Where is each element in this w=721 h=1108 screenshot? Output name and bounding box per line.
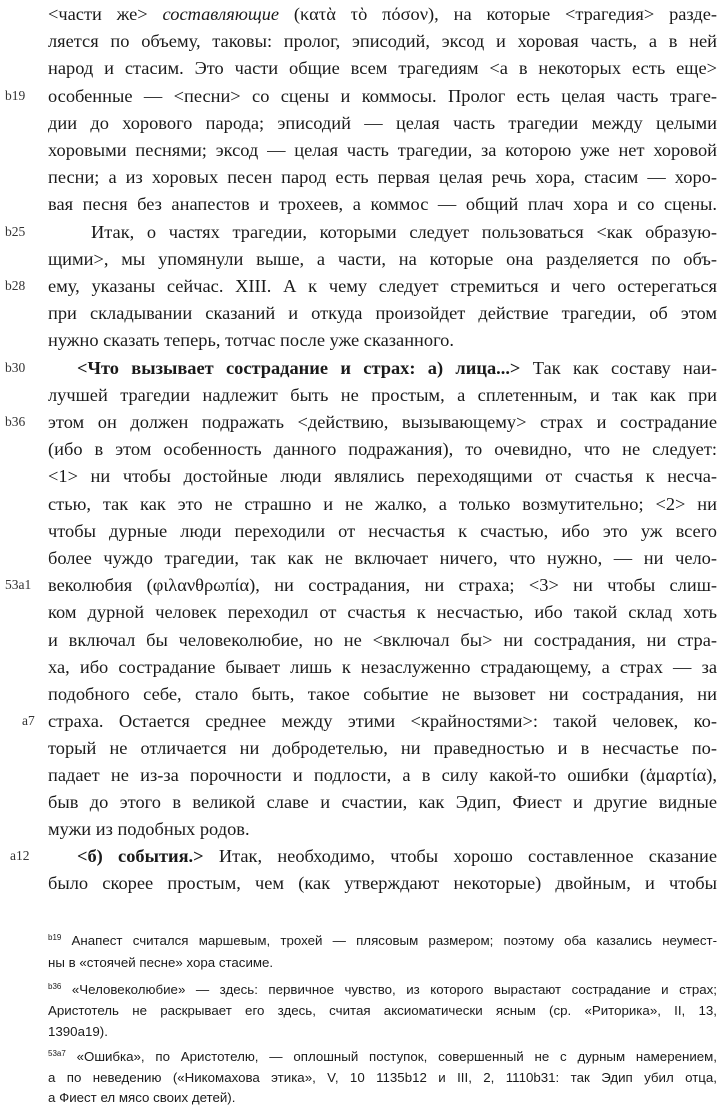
text-line: было скорее простым, чем (как утверждают некоторые) двойным, и чтобы <box>48 873 717 893</box>
footnote-ref: 53a7 <box>48 1049 66 1058</box>
text-line: подобного себе, стало быть, такое событие не вызовет ни сострадания, ни <box>48 684 717 704</box>
margin-ref: b30 <box>5 360 26 375</box>
footnote-line: $^{b19}$ Анапест считался маршевым, трохей — плясовым размером; поэтому оба казались неумест- <box>48 933 717 948</box>
text-line: (ибо в этом особенность данного подражания), то очевидно, что не следует: <box>48 439 717 459</box>
text-line: песни; а из хоровых песен парод есть первая целая речь хора, стасим — хоро- <box>48 167 717 187</box>
margin-ref: b28 <box>5 278 26 293</box>
margin-ref: a12 <box>10 848 30 863</box>
text-line: особенные — <песни> со сцены и коммосы. Пролог есть целая часть траге- <box>48 86 717 106</box>
text-line: ком дурной человек переходил от счастья к несчастью, ибо такой склад хоть <box>48 602 717 622</box>
text-line: более чуждо трагедии, так как не включает ничего, что нужно, — ни чело- <box>48 548 717 568</box>
section-heading: <Что вызывает сострадание и страх: а) лица...> <box>77 358 521 378</box>
text-line: быв до этого в великой славе и счастии, как Эдип, Фиест и другие видные <box>48 792 717 812</box>
text-line: ха, ибо сострадание бывает лишь к незаслуженно страдающему, а страх — за <box>48 657 717 677</box>
text-line: народ и стасим. Это части общие всем трагедиям <а в некоторых есть еще> <box>48 58 717 78</box>
footnote-line: Аристотель не раскрывает его здесь, считая аксиоматически ясным (ср. «Риторика», II, 13, <box>48 1003 717 1018</box>
footnote-line: а по неведению («Никомахова этика», V, 10 1135b12 и III, 2, 1110b31: так Эдип убил отца, <box>48 1070 717 1085</box>
text-line: ляется по объему, таковы: пролог, эписодий, эксод и хоровая часть, а в ней <box>48 31 717 51</box>
margin-ref: b36 <box>5 414 26 429</box>
text-line: мужи из подобных родов. <box>48 819 250 839</box>
footnote-line: 1390a19). <box>48 1024 108 1039</box>
text-line: <Что вызывает сострадание и страх: а) лица...> Так как составу наи- <box>77 358 717 378</box>
text-line: ему, указаны сейчас. XIII. А к чему следует стремиться и чего остерегаться <box>48 276 717 296</box>
text-line: стью, так как это не страшно и не жалко, а только возмутительно; <2> ни <box>48 494 717 514</box>
text-line: лучшей трагедии надлежит быть не простым, а сплетенным, и так как при <box>48 385 717 405</box>
text-line: дии до хорового парода; эписодий — целая часть трагедии между целыми <box>48 113 717 133</box>
footnote-ref: b19 <box>48 933 62 942</box>
footnote-line: $^{b36}$ «Человеколюбие» — здесь: первичное чувство, из которого вырастают сострадание и страх; <box>48 982 717 997</box>
footnote-line: ны в «стоячей песне» хора стасиме. <box>48 955 274 970</box>
footnote-line: $^{53a7}$ «Ошибка», по Аристотелю, — оплошный поступок, совершенный не с дурным намерением, <box>48 1049 717 1064</box>
margin-ref: b25 <box>5 224 26 239</box>
text-line: хоровыми песнями; эксод — целая часть трагедии, за которою уже нет хоровой <box>48 140 717 160</box>
footnote-line: а Фиест ел мясо своих детей). <box>48 1090 236 1105</box>
margin-ref: a7 <box>22 713 35 728</box>
text-line: Итак, о частях трагедии, которыми следует пользоваться <как образую- <box>91 222 717 242</box>
text-line: <1> ни чтобы достойные люди являлись переходящими от счастья к несча- <box>48 466 717 486</box>
margin-ref: b19 <box>5 88 26 103</box>
text-line: щими>, мы упомянули выше, а части, на которые она разделяется по объ- <box>48 249 717 269</box>
section-heading: <б) события.> <box>77 846 204 866</box>
text-line: нужно сказать теперь, тотчас после уже сказанного. <box>48 330 454 350</box>
text-line: страха. Остается среднее между этими <крайностями>: такой человек, ко- <box>48 711 717 731</box>
text-line: вая песня без анапестов и трохеев, а коммос — общий плач хора и со сцены. <box>48 194 717 214</box>
text-line: торый не отличается ни добродетелью, ни праведностью и в несчастье по- <box>48 738 717 758</box>
text-line: веколюбия (φιλανθρωπία), ни сострадания, ни страха; <3> ни чтобы слиш- <box>48 575 717 595</box>
text-line: <части же> составляющие (κατὰ τὸ πόσον), на которые <трагедия> разде- <box>48 4 718 24</box>
text-line: этом он должен подражать <действию, вызывающему> страх и сострадание <box>48 412 717 432</box>
text-line: чтобы дурные люди переходили от несчастья к счастью, ибо это уж всего <box>48 521 717 541</box>
margin-ref: 53a1 <box>5 577 32 592</box>
footnote-ref: b36 <box>48 982 62 991</box>
text-line: падает не из-за порочности и подлости, а в силу какой-то ошибки (ἁμαρτία), <box>48 765 717 785</box>
text-line: и включал бы человеколюбие, но не <включал бы> ни сострадания, ни стра- <box>48 630 717 650</box>
text-line: при складывании сказаний и откуда произойдет действие трагедии, об этом <box>48 303 717 323</box>
text-line: <б) события.> Итак, необходимо, чтобы хорошо составленное сказание <box>77 846 717 866</box>
